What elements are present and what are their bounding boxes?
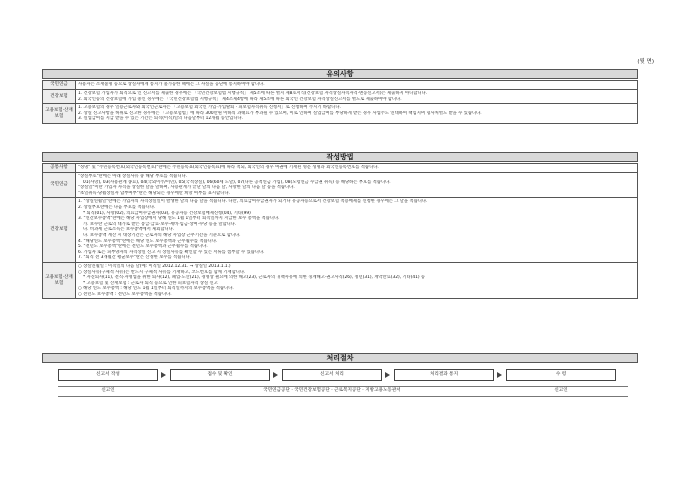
notes-row [43, 81, 638, 90]
instructions-row-content [76, 173, 638, 198]
instructions-row [43, 198, 638, 263]
notes-row-content [76, 90, 638, 104]
notes-row-content [76, 81, 638, 90]
instructions-line: 2. 상실부호란에는 다음 부호를 적습니다. [78, 204, 156, 210]
instructions-row [43, 164, 638, 173]
instructions-line: ○ 해당 연도 보수총액 : 해당 연도 1월 1일부터 퇴직일까지의 보수총액을 적습니다. [78, 286, 234, 292]
instructions-line: 5. "전년도 보수총액"란에는 전년도 보수총액과 근무월수를 적습니다. [78, 244, 208, 250]
notes-line: 2. 외국인등의 건강보험에 가입 중인 경우에는 「국민건강보험법 시행규칙」 제4조제4항에 따라 제5조에 따른 외국인 건강보험 자격상실신고서를 별도로 제출하여야 합니다. [78, 96, 402, 102]
notes-line: 2. 상실 신고사항을 허위로 신고한 경우에는 「고용보험법」에 따라 300만원 이하의 과태료가 부과될 수 있으며, 이로 인하여 실업급여를 부당하게 받은 경우 사업주도 연대하여 책임지며 형사처벌도 받을 수 있습니다. [78, 110, 482, 116]
notes-row-content [76, 104, 638, 124]
process-step: 처리결과 통지 [394, 369, 494, 381]
instructions-line: ○ 전년도 보수총액 : 전년도 보수총액을 적습니다. [78, 291, 172, 297]
instructions-table [42, 163, 638, 299]
instructions-line: 다. 보수총액 계산 시 대상기간은 근로자의 해당 사업장 근무기간을 기준으로 합니다. [83, 232, 241, 238]
process-labels [58, 386, 628, 397]
notes-title: 유의사항 [42, 69, 638, 79]
process-step: 신고서 작성 [58, 369, 158, 381]
instructions-line: 3. "연간보수총액"란에는 해당 사업장에서 당해 연도 1월 1일부터 퇴직일까지 지급한 보수 총액을 적습니다. [78, 216, 280, 222]
notes-row-label: 고용보험·산재보험 [43, 104, 76, 124]
arrow-right-icon [273, 372, 278, 378]
instructions-line: ○ 상실연월일 : 이직일의 다음 날(예: 이직일 2012.12.31. → 상실일 2013.1.1.) [78, 263, 231, 269]
instructions-line: 4. "해당연도 보수총액"란에는 해당 연도 보수총액과 근무월수를 적습니다. [78, 238, 218, 244]
instructions-line: "상실부호"란에는 아래 상실사유 중 해당 부호를 적습니다. [78, 174, 187, 179]
arrow-right-icon [497, 372, 502, 378]
instructions-line: "초일취득·당월상실자 납부여부"란은 해당되는 경우에만 희망 여부를 표시합니다. [78, 190, 230, 196]
arrow-right-icon [385, 372, 390, 378]
instructions-line: 가. 보수란 근로의 대가로 받은 봉급·급료·보수·세비·임금·상여·수당 등을 말합니다. [83, 221, 237, 227]
process-label: 신고인 [101, 388, 115, 393]
instructions-line: 1. "상실연월일"란에는 가입자의 자격상실일이 발생한 날의 다음 날을 적습니다. 다만, 의료급여수급권자가 되거나 유공자등으로서 건강보험 적용배제를 신청한 경우에는 그 날을 적습니다. [78, 199, 428, 205]
process-step: 수 령 [506, 369, 616, 381]
instructions-row [43, 262, 638, 299]
notes-row-label: 건강보험 [43, 90, 76, 104]
instructions-row-label: 국민연금 [43, 173, 76, 198]
notes-line: 1. 건강보험 가입자가 퇴직으로 인 신고서를 제출한 경우에는 「국민건강보험법 시행규칙」 제5조에 따른 별지 제8호서식(건강보험 자격상실자직자격·변동신고서)은 제출하지 아니합니다. [78, 91, 428, 96]
instructions-line: * 고용보험 및 산재보험 : 근로자 퇴직 등으로 인한 피보험자격 상실 신고 [83, 280, 218, 286]
instructions-line: 7. "퇴직 전 3개월간 평균보수"란은 산정한 보수를 적습니다. [78, 255, 192, 261]
instructions-line: 나. 비과세 근로소득은 보수총액에서 제외합니다. [83, 227, 175, 233]
instructions-line: 6. 가입자 또는 피부양자의 자격상실 신고 시 상실사유를 확인할 수 있는 서류를 첨부할 수 있습니다. [78, 249, 265, 255]
process-label: 신고인 [554, 388, 568, 393]
instructions-title: 작성방법 [42, 152, 638, 162]
process-step: 신고서 처리 [282, 369, 382, 381]
notes-line: 사용자는 소재불명 등으로 상실자에게 통지가 불가능한 때에는 그 사실을 공단에 통지하여야 합니다. [78, 82, 265, 88]
process-step: 접수 및 확인 [170, 369, 270, 381]
instructions-row-content [76, 262, 638, 299]
instructions-line: "성명" 및 "주민등록번호(외국인등록번호)"란에는 주민등록표(외국인등록표)에 따라 적되, 외국인의 경우 여권에 기재된 영문 성명과 외국인등록번호를 적습니다. [78, 165, 379, 171]
instructions-row-content [76, 164, 638, 173]
process-flow [58, 369, 628, 383]
page-mark: (뒷 면) [637, 59, 654, 65]
arrow-right-icon [161, 372, 166, 378]
process-label: 국민연금공단 · 국민건강보험공단 · 근로복지공단 · 지방고용노동관서 [263, 388, 401, 393]
instructions-row-content [76, 198, 638, 263]
notes-row [43, 90, 638, 104]
instructions-line: * 자진퇴사(11), 전직·자영업을 위한 퇴사(12), 폐업·도산(21), 경영상 필요에 의한 해고(23), 근로자의 귀책사유에 의한 징계해고·권고사직(26), 정년(31), 계약만료(32), 기타(41) 등 [83, 275, 426, 281]
instructions-line: 01(사망), 03(사용관계 종료), 04(국외이주/이민), 05(국적상실), 06(60세 도달), 07(다른 공적연금 가입), 08(노령연금 수급권 취득) 등 해당하는 부호를 적습니다. [83, 179, 391, 185]
notes-row [43, 104, 638, 124]
notes-row-label: 국민연금 [43, 81, 76, 90]
notes-table [42, 80, 638, 124]
instructions-row-label: 공통사항 [43, 164, 76, 173]
instructions-row-label: 건강보험 [43, 198, 76, 263]
process-title: 처리절차 [42, 353, 638, 363]
instructions-line: "상실일"이란 가입자 자격을 상실한 날을 말하며, 사용관계가 끝난 날의 다음 날, 사망한 날의 다음 날 등을 적습니다. [78, 185, 295, 191]
notes-line: 3. 실업급여를 지급 받을 수 있는 기간은 퇴직(이직)일의 다음날부터 12개월 동안입니다. [78, 116, 243, 122]
instructions-line: * 퇴직(01), 사망(02), 의료급여수급권자(03), 유공자등 건강보험배제신청(04), 기타(99) [83, 210, 251, 216]
instructions-row [43, 173, 638, 198]
instructions-line: ○ 상실사유(구체적 사유)는 반드시 구체적 사유를 기재하고, 코드번호를 함께 기재합니다. [78, 269, 246, 275]
notes-line: 1. 고용보험의 경우 일용근로자와 외국인근로자는 「고용보험 외국인 가입·가입탈퇴 · 피보험자격취득 신청서」로 신청하여 주시기 바랍니다. [78, 105, 341, 111]
instructions-row-label: 고용보험·산재보험 [43, 262, 76, 299]
